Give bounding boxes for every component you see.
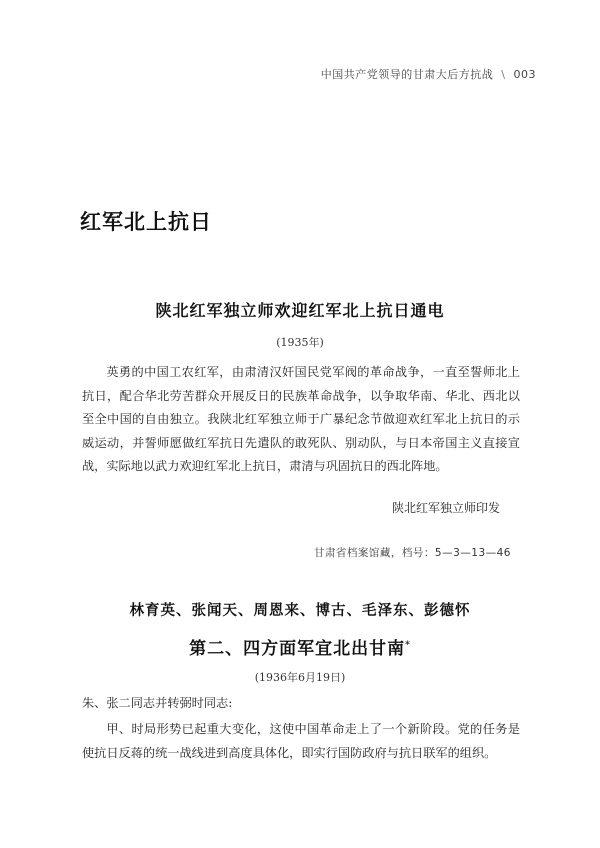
- archive-source: 甘肃省档案馆藏，档号：5—3—13—46: [313, 547, 511, 559]
- document-authors: 林育英、张闻天、周恩来、博古、毛泽东、彭德怀: [129, 602, 471, 619]
- running-title: 中国共产党领导的甘肃大后方抗战: [320, 68, 494, 81]
- running-header: [321, 66, 536, 82]
- document-title-2-text: 第二、四方面军宜北出甘南: [189, 639, 406, 659]
- document-title: 陕北红军独立师欢迎红军北上抗日通电: [155, 301, 445, 320]
- document-body-2: 甲、时局形势已起重大变化，这使中国革命走上了一个新阶段。党的任务是使抗日反蒋的统一战线进到高度具体化，即实行国防政府与抗日联军的组织。: [82, 722, 520, 760]
- document-date-2: (1936年6月19日): [254, 671, 346, 684]
- footnote-marker: *: [405, 640, 411, 651]
- document-body: 英勇的中国工农红军，由肃清汉奸国民党军阀的革命战争，一直至誓师北上抗日，配合华北劳苦群众开展反日的民族革命战争，以争取华南、华北、西北以至全中国的自由独立。我陕北红军独立师于广暴纪念节做迎欢红军北上抗日的示威运动，并誓师愿做红军抗日先遣队的敢死队、别动队，与日本帝国主义直接宣战，实际地以武力欢迎红军北上抗日，肃清与巩固抗日的西北阵地。: [82, 365, 520, 474]
- header-separator: \: [501, 68, 506, 81]
- document-signature: 陕北红军独立师印发: [391, 501, 500, 515]
- page-number: 003: [513, 68, 536, 81]
- document-title-2: [0, 634, 600, 659]
- document-date: (1935年): [276, 336, 324, 349]
- section-title: 红军北上抗日: [80, 210, 212, 234]
- document-greeting: 朱、张二同志并转弼时同志:: [82, 696, 233, 710]
